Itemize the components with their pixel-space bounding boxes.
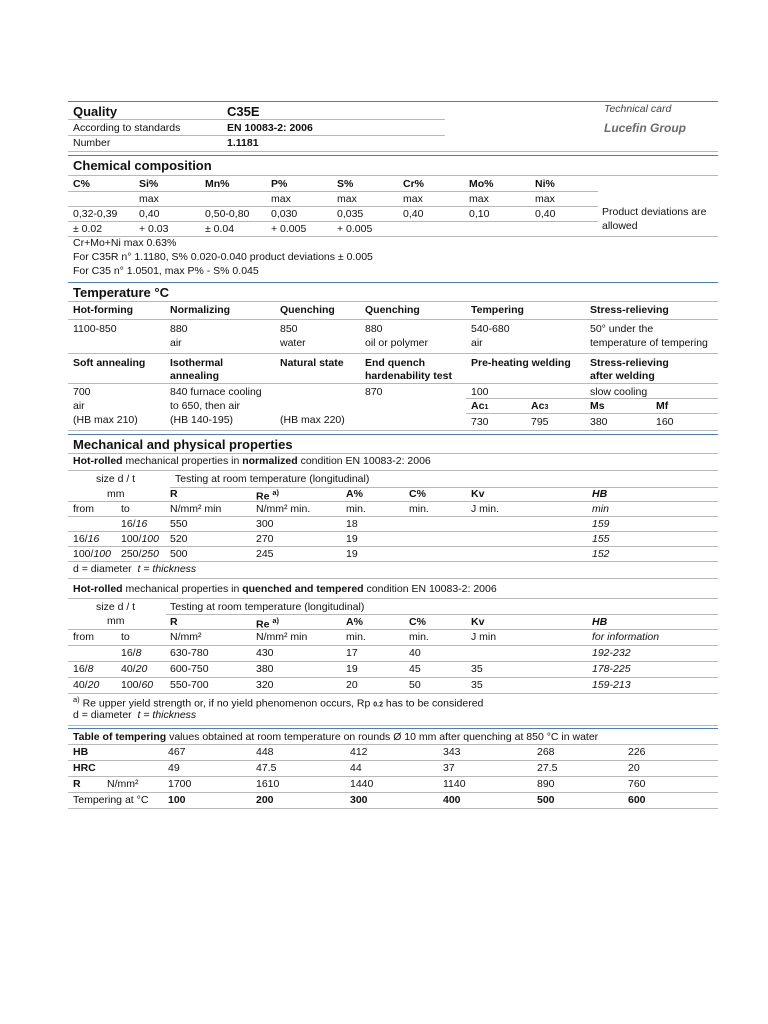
chem-value: 0,40 [535, 208, 556, 220]
temp-value: 870 [365, 386, 383, 398]
cell-r: 550-700 [170, 679, 209, 691]
mech-rule [68, 531, 718, 532]
r-value: 1700 [168, 778, 192, 790]
temp-value: (HB 140-195) [170, 414, 234, 426]
table1-title: Hot-rolled mechanical properties in normalized condition EN 10083-2: 2006 [73, 455, 431, 467]
temp-value: (HB max 220) [280, 414, 345, 426]
chem-element: Mn% [205, 178, 230, 190]
chem-note: allowed [602, 220, 638, 232]
hrc-value: 37 [443, 762, 455, 774]
mech-rule [170, 487, 718, 488]
chem-deviation: + 0.005 [337, 223, 373, 235]
unit: N/mm² min. [256, 503, 311, 515]
cell-r: 500 [170, 548, 188, 560]
mech-rule [68, 677, 718, 678]
col-head-hb: HB [592, 488, 608, 500]
chem-value: 0,32-0,39 [73, 208, 118, 220]
temp-value: 880 [170, 323, 188, 335]
r-unit: N/mm² [107, 778, 139, 790]
chem-element: Si% [139, 178, 159, 190]
temp-value: (HB max 210) [73, 414, 138, 426]
cell-hb: 155 [592, 533, 610, 545]
r-value: 1610 [256, 778, 280, 790]
header-rule [68, 119, 445, 120]
mech-rule [68, 661, 718, 662]
hb-value: 343 [443, 746, 461, 758]
col-head-r: R [170, 488, 178, 500]
temp-value: slow cooling [590, 386, 648, 398]
mm-label: mm [107, 488, 125, 500]
temp-header: Quenching [280, 304, 335, 316]
temp-header: Tempering [471, 304, 524, 316]
col-head-hb: HB [592, 616, 608, 628]
temp-value: 100 [471, 386, 489, 398]
hrc-value: 49 [168, 762, 180, 774]
testing-label: Testing at room temperature (longitudinal) [175, 473, 370, 485]
transformation-mf: Mf [656, 400, 669, 412]
chem-limit: max [337, 193, 357, 205]
unit: min [592, 503, 609, 515]
transformation-value: 795 [531, 416, 549, 428]
mech-rule [68, 453, 718, 454]
size-label: size d / t [96, 473, 136, 485]
header-rule [68, 135, 445, 136]
temp-rule [68, 282, 718, 283]
tempering-rule [68, 760, 718, 761]
temp-title: Temperature °C [73, 285, 169, 300]
cell-re: 270 [256, 533, 274, 545]
transformation-ac1: Ac1 [471, 400, 489, 412]
chem-limit: max [271, 193, 291, 205]
chem-rule [68, 175, 718, 176]
chem-rule [68, 206, 598, 207]
mech-rule [68, 693, 718, 694]
col-head-re: Re $^{a)}$ [256, 616, 280, 631]
chem-deviation: ± 0.02 [73, 223, 103, 235]
temp-rule [68, 383, 718, 384]
chem-deviation: + 0.03 [139, 223, 169, 235]
temp-value: air [471, 337, 483, 349]
row-to: 250/250 [121, 548, 159, 560]
diameter-note: d = diameter t = thickness [73, 563, 197, 575]
cell-a: 19 [346, 663, 358, 675]
temp-header: Stress-relieving [590, 304, 669, 316]
quality-value: C35E [227, 104, 260, 119]
number-label: Number [73, 137, 111, 149]
temp-value: water [280, 337, 306, 349]
hrc-value: 27.5 [537, 762, 558, 774]
transformation-value: 380 [590, 416, 608, 428]
chem-footnote: Cr+Mo+Ni max 0.63% [73, 237, 177, 249]
temp-header: Stress-relieving [590, 357, 669, 369]
temp-header: Natural state [280, 357, 344, 369]
chem-element: Cr% [403, 178, 425, 190]
temp-header: Normalizing [170, 304, 231, 316]
col-head-a: A% [346, 616, 363, 628]
cell-re: 380 [256, 663, 274, 675]
temp-rule [68, 430, 718, 431]
temp-header: Isothermal [170, 357, 224, 369]
unit: min. [346, 503, 366, 515]
mech-rule [166, 614, 718, 615]
temp-header: Soft annealing [73, 357, 146, 369]
row-to: 100/100 [121, 533, 159, 545]
tempering-rule [68, 744, 718, 745]
row-to: 16/16 [121, 518, 148, 530]
tempering-title: Table of tempering values obtained at room temperature on rounds Ø 10 mm after quenching at 850 °C in water [73, 731, 599, 743]
temp-rule [466, 413, 718, 414]
cell-re: 320 [256, 679, 274, 691]
temp-value: to 650, then air [170, 400, 241, 412]
standards-label: According to standards [73, 122, 181, 134]
cell-re: 430 [256, 647, 274, 659]
chem-element: Mo% [469, 178, 494, 190]
mech-rule [68, 501, 718, 502]
temp-value: air [170, 337, 182, 349]
cell-kv: 35 [471, 679, 483, 691]
chem-note: Product deviations are [602, 206, 707, 218]
col-head-r: R [170, 616, 178, 628]
mech-rule [68, 598, 718, 599]
transformation-value: 160 [656, 416, 674, 428]
col-head-re: Re $^{a)}$ [256, 488, 280, 503]
tempering-temp: 100 [168, 794, 186, 806]
unit: N/mm² [170, 631, 202, 643]
unit: min. [409, 503, 429, 515]
chem-value: 0,40 [403, 208, 424, 220]
row-from: 16/16 [73, 533, 100, 545]
unit: N/mm² min [256, 631, 308, 643]
header-top-rule [68, 101, 718, 102]
chem-element: C% [73, 178, 90, 190]
cell-a: 17 [346, 647, 358, 659]
tempering-rule [68, 792, 718, 793]
temp-value: 880 [365, 323, 383, 335]
chem-value: 0,40 [139, 208, 160, 220]
r-value: 1440 [350, 778, 374, 790]
chem-limit: max [535, 193, 555, 205]
cell-hb: 159-213 [592, 679, 631, 691]
row-to: 16/8 [121, 647, 142, 659]
transformation-ms: Ms [590, 400, 605, 412]
cell-re: 300 [256, 518, 274, 530]
col-head-c: C% [409, 488, 426, 500]
temp-header: hardenability test [365, 370, 452, 382]
r-value: 760 [628, 778, 646, 790]
cell-r: 600-750 [170, 663, 209, 675]
r-value: 890 [537, 778, 555, 790]
tempering-rule [68, 728, 718, 729]
temp-header: after welding [590, 370, 655, 382]
transformation-ac3: Ac3 [531, 400, 549, 412]
cell-a: 19 [346, 548, 358, 560]
mech-rule [68, 645, 718, 646]
temp-value: air [73, 400, 85, 412]
chem-limit: max [469, 193, 489, 205]
mech-rule [68, 516, 718, 517]
cell-c: 45 [409, 663, 421, 675]
cell-kv: 35 [471, 663, 483, 675]
cell-r: 630-780 [170, 647, 209, 659]
from-label: from [73, 503, 94, 515]
temp-rule [68, 301, 718, 302]
temp-rule [68, 353, 718, 354]
number-value: 1.1181 [227, 137, 259, 149]
chem-element: S% [337, 178, 354, 190]
chem-rule [68, 155, 718, 156]
unit: min. [409, 631, 429, 643]
cell-c: 40 [409, 647, 421, 659]
from-label: from [73, 631, 94, 643]
hrc-label: HRC [73, 762, 96, 774]
unit: for information [592, 631, 660, 643]
yield-footnote: $^{a)}$ Re upper yield strength or, if no yield phenomenon occurs, Rp 0.2 has to be considered [73, 695, 484, 710]
cell-hb: 152 [592, 548, 610, 560]
diameter-note: d = diameter t = thickness [73, 709, 197, 721]
unit: min. [346, 631, 366, 643]
chem-element: Ni% [535, 178, 555, 190]
temp-header: Pre-heating welding [471, 357, 571, 369]
temp-value: oil or polymer [365, 337, 429, 349]
cell-r: 520 [170, 533, 188, 545]
chem-title: Chemical composition [73, 158, 212, 173]
temp-header: Hot-forming [73, 304, 134, 316]
size-label: size d / t [96, 601, 136, 613]
chem-deviation: + 0.005 [271, 223, 307, 235]
tempering-temp: 200 [256, 794, 274, 806]
temp-rule [68, 319, 718, 320]
standards-value: EN 10083-2: 2006 [227, 122, 313, 134]
quality-label: Quality [73, 104, 118, 119]
temp-header: Quenching [365, 304, 420, 316]
col-head-kv: Kv [471, 616, 485, 628]
chem-rule [68, 221, 598, 222]
col-head-c: C% [409, 616, 426, 628]
tempering-rule [68, 808, 718, 809]
row-to: 40/20 [121, 663, 148, 675]
temp-value: 50° under the [590, 323, 654, 335]
hb-value: 412 [350, 746, 368, 758]
mech-rule [68, 546, 718, 547]
hb-label: HB [73, 746, 89, 758]
hrc-value: 20 [628, 762, 640, 774]
chem-footnote: For C35 n° 1.0501, max P% - S% 0.045 [73, 265, 259, 277]
mech-rule [68, 578, 718, 579]
unit: J min [471, 631, 497, 643]
cell-hb: 192-232 [592, 647, 631, 659]
row-from: 100/100 [73, 548, 111, 560]
row-from: 16/8 [73, 663, 94, 675]
mech-rule [68, 629, 718, 630]
hb-value: 448 [256, 746, 274, 758]
company-name: Lucefin Group [604, 121, 686, 135]
tempering-at-label: Tempering at °C [73, 794, 149, 806]
cell-a: 20 [346, 679, 358, 691]
unit: J min. [471, 503, 500, 515]
temp-value: 840 furnace cooling [170, 386, 262, 398]
chem-value: 0,035 [337, 208, 364, 220]
tempering-temp: 300 [350, 794, 368, 806]
hb-value: 268 [537, 746, 555, 758]
table2-title: Hot-rolled mechanical properties in quenched and tempered condition EN 10083-2: 2006 [73, 583, 497, 595]
header-rule [68, 151, 718, 152]
hrc-value: 44 [350, 762, 362, 774]
mech-rule [68, 725, 718, 726]
chem-value: 0,50-0,80 [205, 208, 250, 220]
temp-header: annealing [170, 370, 220, 382]
chem-value: 0,030 [271, 208, 298, 220]
temp-value: 1100-850 [73, 323, 117, 335]
cell-hb: 159 [592, 518, 610, 530]
temp-value: 850 [280, 323, 298, 335]
r-value: 1140 [443, 778, 466, 790]
temp-rule [466, 398, 718, 399]
chem-footnote: For C35R n° 1.1180, S% 0.020-0.040 product deviations ± 0.005 [73, 251, 373, 263]
mech-rule [68, 561, 718, 562]
chem-limit: max [139, 193, 159, 205]
mech-title: Mechanical and physical properties [73, 437, 293, 452]
mech-rule [68, 470, 718, 471]
cell-re: 245 [256, 548, 274, 560]
technical-card-label: Technical card [604, 103, 672, 115]
chem-element: P% [271, 178, 288, 190]
temp-header: End quench [365, 357, 426, 369]
tempering-rule [68, 776, 718, 777]
chem-limit: max [403, 193, 423, 205]
mech-rule [68, 434, 718, 435]
to-label: to [121, 503, 130, 515]
chem-value: 0,10 [469, 208, 490, 220]
hb-value: 226 [628, 746, 646, 758]
cell-r: 550 [170, 518, 188, 530]
tempering-temp: 400 [443, 794, 461, 806]
hb-value: 467 [168, 746, 186, 758]
col-head-kv: Kv [471, 488, 485, 500]
to-label: to [121, 631, 130, 643]
cell-hb: 178-225 [592, 663, 631, 675]
temp-value: temperature of tempering [590, 337, 708, 349]
temp-value: 700 [73, 386, 91, 398]
transformation-value: 730 [471, 416, 489, 428]
row-to: 100/60 [121, 679, 154, 691]
cell-a: 18 [346, 518, 358, 530]
unit: N/mm² min [170, 503, 222, 515]
tempering-temp: 500 [537, 794, 555, 806]
r-label: R [73, 778, 81, 790]
hrc-value: 47.5 [256, 762, 277, 774]
chem-deviation: ± 0.04 [205, 223, 235, 235]
row-from: 40/20 [73, 679, 100, 691]
temp-value: 540-680 [471, 323, 510, 335]
cell-c: 50 [409, 679, 421, 691]
col-head-a: A% [346, 488, 363, 500]
chem-rule [68, 191, 598, 192]
testing-label: Testing at room temperature (longitudinal) [170, 601, 365, 613]
mm-label: mm [107, 615, 125, 627]
cell-a: 19 [346, 533, 358, 545]
tempering-temp: 600 [628, 794, 646, 806]
